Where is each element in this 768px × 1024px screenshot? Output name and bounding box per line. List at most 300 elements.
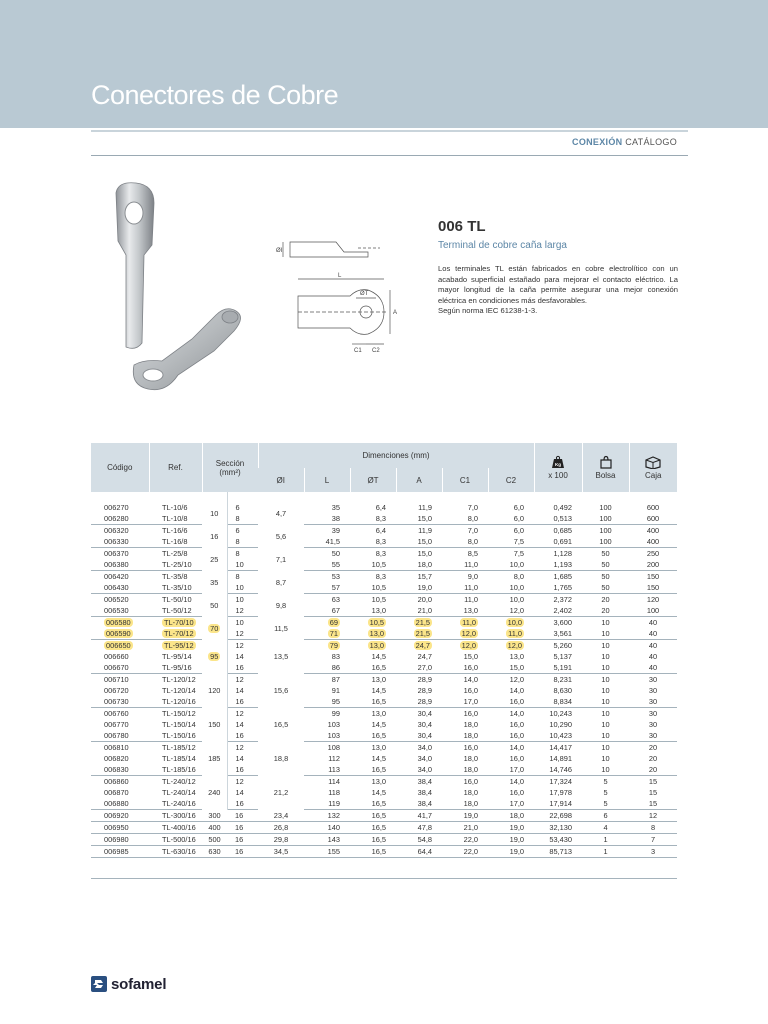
table-cell	[202, 834, 227, 846]
cell-value: 38,4	[417, 777, 432, 786]
table-cell	[350, 548, 396, 560]
section-divider	[91, 155, 688, 156]
table-cell	[582, 834, 629, 846]
cell-value: 150	[646, 583, 660, 592]
cell-value: 19,0	[417, 583, 432, 592]
table-cell	[258, 810, 304, 822]
cell-value: 14,746	[549, 765, 572, 774]
table-cell	[488, 492, 534, 513]
cell-value: 13,5	[273, 652, 289, 661]
product-subtitle: Terminal de cobre caña larga	[438, 240, 567, 251]
table-cell	[582, 548, 629, 560]
table-cell	[396, 846, 442, 858]
table-cell	[202, 571, 227, 594]
cell-value: 7	[650, 835, 656, 844]
table-cell	[91, 730, 149, 742]
cell-value: 120	[208, 686, 221, 695]
cell-value: 500	[208, 835, 221, 844]
section-accent: CONEXIÓN	[572, 137, 623, 147]
cell-value: 8,0	[467, 514, 478, 523]
cell-value: TL-120/16	[162, 697, 196, 706]
section-name: CATÁLOGO	[625, 137, 677, 147]
cell-value: 6,0	[513, 503, 524, 512]
cell-value: 55	[331, 560, 340, 569]
table-cell	[534, 617, 582, 629]
cell-value: 10	[601, 686, 610, 695]
cell-value: 8,3	[375, 514, 386, 523]
table-cell	[304, 787, 350, 798]
table-cell	[304, 674, 350, 686]
cell-value: 10	[601, 754, 610, 763]
cell-value: 53	[331, 572, 340, 581]
table-cell	[534, 536, 582, 548]
table-cell	[629, 594, 677, 606]
table-cell	[304, 810, 350, 822]
cell-value: 112	[328, 754, 340, 763]
cell-value: 16,0	[463, 709, 478, 718]
cell-value: 28,9	[417, 697, 432, 706]
cell-value: 29,8	[273, 835, 289, 844]
cell-value: 14	[235, 754, 244, 763]
table-cell	[582, 662, 629, 674]
cell-value: 7,0	[467, 526, 478, 535]
table-cell	[258, 776, 304, 810]
cell-value: 11,0	[464, 583, 478, 592]
table-cell	[350, 787, 396, 798]
col-header-caja	[629, 443, 677, 492]
table-cell	[202, 617, 227, 640]
dim-label-l: L	[338, 273, 342, 279]
section-label	[572, 137, 677, 147]
cell-value: 120	[646, 595, 660, 604]
cell-value: 006420	[104, 572, 129, 581]
cell-value: 1,685	[553, 572, 572, 581]
table-cell	[582, 513, 629, 525]
cell-value: 13,0	[369, 641, 384, 650]
table-cell	[534, 662, 582, 674]
table-cell	[629, 582, 677, 594]
cell-value: 4	[603, 823, 608, 832]
table-cell	[396, 536, 442, 548]
table-cell	[258, 492, 304, 525]
cell-value: TL-185/12	[162, 743, 196, 752]
table-cell	[488, 559, 534, 571]
table-cell	[304, 492, 350, 513]
table-cell	[396, 492, 442, 513]
table-cell	[582, 764, 629, 776]
table-cell	[149, 834, 202, 846]
cell-value: 18,0	[417, 560, 432, 569]
table-row	[91, 513, 677, 525]
cell-value: 18,0	[463, 799, 478, 808]
cell-value: 7,5	[513, 549, 524, 558]
cell-value: 16,5	[371, 765, 386, 774]
cell-value: 200	[646, 560, 660, 569]
table-cell	[227, 513, 258, 525]
col-header-bolsa	[582, 443, 629, 492]
table-cell	[396, 559, 442, 571]
table-row	[91, 764, 677, 776]
cell-value: 10,290	[549, 720, 572, 729]
cell-value: 22,698	[549, 811, 572, 820]
table-cell	[582, 571, 629, 583]
table-cell	[350, 582, 396, 594]
cell-value: 12	[235, 709, 244, 718]
table-row	[91, 685, 677, 696]
table-cell	[488, 798, 534, 810]
cell-value: 13,0	[509, 652, 524, 661]
brand-name: sofamel	[111, 975, 167, 993]
col-header-c1: C1	[442, 468, 488, 492]
table-cell	[350, 719, 396, 730]
cell-value: 600	[646, 503, 660, 512]
cell-value: 113	[328, 765, 340, 774]
col-header-dimensiones: Dimenciones (mm)	[258, 443, 534, 468]
table-cell	[350, 730, 396, 742]
table-cell	[350, 525, 396, 537]
cell-value: 185	[208, 754, 221, 763]
table-cell	[534, 582, 582, 594]
cell-value: 17,0	[509, 799, 524, 808]
table-cell	[629, 753, 677, 764]
table-cell	[350, 662, 396, 674]
table-row	[91, 640, 677, 652]
cell-value: 8	[235, 549, 240, 558]
table-cell	[227, 571, 258, 583]
table-cell	[629, 662, 677, 674]
table-cell	[488, 605, 534, 617]
cell-value: 8,7	[275, 577, 287, 587]
cell-value: 100	[599, 514, 612, 523]
cell-value: 006780	[104, 731, 129, 740]
cell-value: 20	[601, 606, 610, 615]
cell-value: 143	[327, 835, 340, 844]
cell-value: TL-150/14	[162, 720, 196, 729]
cell-value: 26,8	[273, 823, 289, 832]
cell-value: 10,0	[509, 560, 524, 569]
cell-value: 16	[235, 811, 244, 820]
header-divider	[91, 130, 688, 132]
cell-value: 16,5	[371, 697, 386, 706]
cell-value: 11,0	[464, 595, 478, 604]
table-cell	[442, 628, 488, 640]
cell-value: 5	[603, 788, 608, 797]
table-cell	[488, 696, 534, 708]
table-cell	[396, 662, 442, 674]
cell-value: 16,0	[509, 697, 524, 706]
cell-value: 006820	[104, 754, 129, 763]
cell-value: 12	[235, 641, 244, 650]
table-cell	[396, 571, 442, 583]
table-row	[91, 776, 677, 788]
table-cell	[350, 810, 396, 822]
table-cell	[350, 536, 396, 548]
cell-value: 38,4	[417, 799, 432, 808]
cell-value: 41,5	[325, 537, 340, 546]
seccion-label: Sección	[215, 458, 245, 468]
cell-value: 10,0	[509, 595, 524, 604]
table-cell	[258, 640, 304, 674]
table-cell	[91, 628, 149, 640]
table-cell	[629, 513, 677, 525]
cell-value: 3	[650, 847, 656, 856]
cell-value: 400	[646, 526, 660, 535]
product-code: 006 TL	[438, 218, 486, 235]
cell-value: 16,5	[371, 731, 386, 740]
table-cell	[91, 764, 149, 776]
table-cell	[91, 776, 149, 788]
cell-value: 15,0	[417, 549, 432, 558]
table-row	[91, 730, 677, 742]
table-cell	[442, 764, 488, 776]
table-cell	[227, 605, 258, 617]
cell-value: TL-16/8	[162, 537, 188, 546]
table-cell	[350, 559, 396, 571]
table-cell	[149, 810, 202, 822]
cell-value: TL-35/10	[162, 583, 192, 592]
cell-value: 21,0	[463, 823, 478, 832]
table-cell	[488, 730, 534, 742]
cell-value: 10	[601, 618, 610, 627]
table-cell	[442, 582, 488, 594]
table-cell	[534, 559, 582, 571]
table-cell	[304, 696, 350, 708]
cell-value: 18,0	[463, 720, 478, 729]
table-cell	[258, 822, 304, 834]
table-cell	[442, 696, 488, 708]
table-cell	[488, 810, 534, 822]
cell-value: TL-120/12	[162, 675, 196, 684]
table-cell	[488, 787, 534, 798]
cell-value: 14,0	[463, 675, 478, 684]
cell-value: 0,691	[553, 537, 572, 546]
table-cell	[442, 559, 488, 571]
table-cell	[304, 513, 350, 525]
table-cell	[582, 742, 629, 754]
table-cell	[442, 685, 488, 696]
cell-value: 006985	[104, 847, 129, 856]
table-cell	[91, 798, 149, 810]
table-cell	[534, 810, 582, 822]
table-cell	[149, 548, 202, 560]
cell-value: 13,0	[371, 709, 386, 718]
cell-value: 14,417	[549, 743, 572, 752]
table-cell	[91, 651, 149, 662]
table-cell	[304, 559, 350, 571]
table-cell	[629, 798, 677, 810]
cell-value: 10,5	[371, 560, 386, 569]
table-cell	[582, 753, 629, 764]
table-cell	[91, 834, 149, 846]
cell-value: 70	[210, 623, 219, 633]
table-cell	[350, 742, 396, 754]
table-cell	[258, 708, 304, 742]
cell-value: 1	[603, 835, 608, 844]
table-cell	[350, 492, 396, 513]
cell-value: 30	[648, 709, 658, 718]
cell-value: 50	[601, 560, 610, 569]
cell-value: 12	[648, 811, 658, 820]
table-cell	[534, 696, 582, 708]
cell-value: 19,0	[509, 823, 524, 832]
cell-value: 47,8	[417, 823, 432, 832]
cell-value: TL-25/8	[162, 549, 188, 558]
table-cell	[227, 753, 258, 764]
table-cell	[582, 536, 629, 548]
table-cell	[350, 571, 396, 583]
cell-value: 10	[601, 731, 610, 740]
table-cell	[304, 798, 350, 810]
table-cell	[442, 548, 488, 560]
col-header-oi: ØI	[258, 468, 304, 492]
table-cell	[488, 742, 534, 754]
col-header-c2: C2	[488, 468, 534, 492]
description-text: Los terminales TL están fabricados en cobre electrolítico con un acabado superficial estañado para mejorar el contacto eléctrico. La mayor longitud de la caña permite asegurar una mejor conexión eléctrica en condiciones más desfavorables.	[438, 264, 678, 305]
cell-value: 1,193	[553, 560, 572, 569]
weight-label: x 100	[548, 471, 568, 480]
cell-value: 99	[331, 709, 340, 718]
table-cell	[442, 492, 488, 513]
cell-value: 006980	[104, 835, 129, 844]
table-cell	[629, 730, 677, 742]
cell-value: 300	[208, 810, 221, 820]
table-cell	[442, 730, 488, 742]
table-cell	[149, 651, 202, 662]
table-cell	[534, 798, 582, 810]
table-cell	[91, 582, 149, 594]
cell-value: 0,685	[553, 526, 572, 535]
cell-value: 006520	[104, 595, 129, 604]
cell-value: 10,243	[549, 709, 572, 718]
cell-value: 13,0	[371, 743, 386, 752]
table-row	[91, 582, 677, 594]
table-cell	[304, 651, 350, 662]
table-cell	[629, 651, 677, 662]
table-cell	[91, 594, 149, 606]
table-cell	[488, 513, 534, 525]
table-cell	[629, 787, 677, 798]
table-row	[91, 525, 677, 537]
table-cell	[396, 582, 442, 594]
table-cell	[149, 559, 202, 571]
table-cell	[629, 640, 677, 652]
cell-value: 006370	[104, 549, 129, 558]
table-cell	[488, 662, 534, 674]
table-cell	[582, 787, 629, 798]
cell-value: 8,5	[467, 549, 478, 558]
cell-value: 91	[331, 686, 340, 695]
cell-value: 11,5	[274, 623, 288, 633]
cell-value: 15,6	[273, 686, 289, 695]
cell-value: 2,402	[553, 606, 572, 615]
table-cell	[629, 822, 677, 834]
table-cell	[350, 617, 396, 629]
seccion-unit: (mm²)	[219, 467, 241, 477]
product-photo	[96, 175, 266, 415]
table-cell	[202, 594, 227, 617]
cell-value: 006530	[104, 606, 129, 615]
table-cell	[396, 798, 442, 810]
cell-value: TL-240/14	[162, 788, 196, 797]
cell-value: 30	[648, 720, 658, 729]
table-cell	[202, 492, 227, 525]
table-cell	[149, 617, 202, 629]
table-cell	[304, 834, 350, 846]
cell-value: 12	[235, 777, 244, 786]
table-cell	[350, 834, 396, 846]
table-cell	[304, 605, 350, 617]
table-cell	[534, 571, 582, 583]
cell-value: 150	[208, 720, 221, 729]
cell-value: 12,0	[509, 606, 524, 615]
table-cell	[442, 536, 488, 548]
cell-value: 10	[601, 629, 610, 638]
table-cell	[582, 594, 629, 606]
cell-value: 30,4	[417, 731, 432, 740]
table-cell	[442, 617, 488, 629]
table-cell	[582, 628, 629, 640]
cell-value: 8	[650, 823, 656, 832]
table-cell	[488, 753, 534, 764]
table-row	[91, 696, 677, 708]
table-cell	[442, 798, 488, 810]
table-cell	[91, 674, 149, 686]
table-cell	[396, 525, 442, 537]
cell-value: 20	[601, 595, 610, 604]
cell-value: 17,324	[549, 777, 572, 786]
cell-value: 8,0	[513, 572, 524, 581]
table-cell	[227, 810, 258, 822]
table-cell	[582, 605, 629, 617]
table-row	[91, 628, 677, 640]
table-cell	[350, 594, 396, 606]
table-cell	[442, 513, 488, 525]
cell-value: 10	[235, 595, 244, 604]
cell-value: 86	[331, 663, 340, 672]
cell-value: 28,9	[417, 686, 432, 695]
table-cell	[396, 594, 442, 606]
cell-value: 3,600	[553, 618, 572, 627]
cell-value: 006670	[104, 663, 129, 672]
cell-value: 14	[235, 720, 244, 729]
cell-value: 17,0	[509, 765, 524, 774]
cell-value: 006330	[104, 537, 129, 546]
table-cell	[629, 685, 677, 696]
table-cell	[202, 708, 227, 742]
table-cell	[534, 719, 582, 730]
table-cell	[582, 719, 629, 730]
table-cell	[91, 617, 149, 629]
table-cell	[227, 628, 258, 640]
table-cell	[534, 594, 582, 606]
cell-value: 15,7	[417, 572, 432, 581]
cell-value: 15,0	[463, 652, 478, 661]
table-cell	[227, 834, 258, 846]
table-cell	[396, 628, 442, 640]
table-cell	[396, 708, 442, 720]
cell-value: 38	[331, 514, 340, 523]
table-bottom-rule	[91, 878, 677, 879]
cell-value: 006270	[104, 503, 129, 512]
cell-value: 30	[648, 697, 658, 706]
cell-value: 10	[601, 652, 610, 661]
table-cell	[582, 651, 629, 662]
table-cell	[396, 810, 442, 822]
table-cell	[227, 594, 258, 606]
table-cell	[629, 617, 677, 629]
cell-value: 50	[601, 549, 610, 558]
table-cell	[227, 674, 258, 686]
